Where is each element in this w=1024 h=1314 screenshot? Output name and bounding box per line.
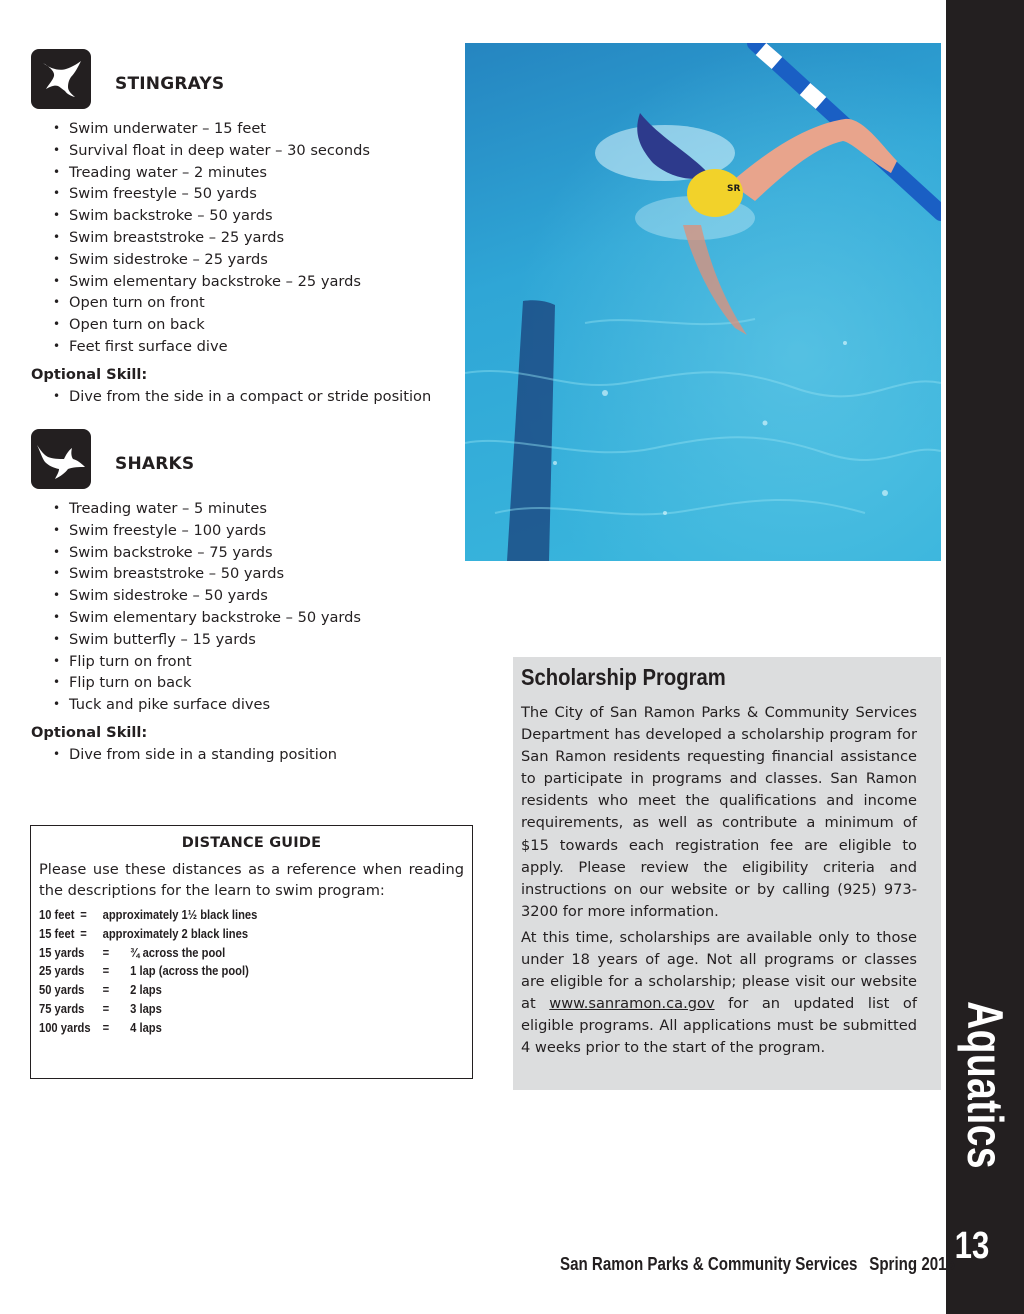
website-link[interactable]: www.sanramon.ca.gov — [549, 995, 715, 1013]
page-number: 13 — [954, 1225, 990, 1267]
scholarship-panel — [513, 657, 941, 1090]
distance-guide-intro: Please use these distances as a reference when reading the descriptions for the learn to swim program: — [39, 861, 464, 899]
publisher-name: San Ramon Parks & Community Services — [560, 1254, 858, 1274]
equals-sign: = — [102, 963, 110, 979]
optional-skill-label: Optional Skill: — [31, 723, 148, 741]
page-footer — [560, 1252, 955, 1276]
distance-value: 75 yards — [39, 1000, 85, 1016]
equals-sign: = — [102, 982, 110, 998]
level-header — [31, 429, 461, 489]
skill-item: • Flip turn on front — [31, 651, 461, 673]
optional-skill-item: • Dive from side in a standing position — [31, 744, 461, 766]
distance-guide-box — [30, 825, 473, 1079]
skill-item: • Swim sidestroke – 25 yards — [31, 249, 461, 271]
shark-icon — [31, 429, 91, 489]
distance-equivalent: approximately 2 black lines — [102, 925, 249, 941]
distance-equivalent: 4 laps — [130, 1019, 162, 1035]
skill-item: • Swim sidestroke – 50 yards — [31, 585, 461, 607]
distance-equivalent: 1 lap (across the pool) — [130, 963, 249, 979]
section-tab-label: Aquatics — [957, 1001, 1013, 1169]
distance-row — [39, 925, 405, 944]
optional-skill-list — [31, 386, 461, 408]
paragraph-text: for an updated list of eligible programs. All applications must be submitted 4 weeks prior to the start of the program. — [521, 995, 917, 1057]
skill-list — [31, 498, 461, 716]
swimmer-photo — [465, 43, 941, 561]
section-tab — [947, 1000, 1023, 1170]
skill-item: • Swim butterfly – 15 yards — [31, 629, 461, 651]
skill-item: • Treading water – 2 minutes — [31, 162, 461, 184]
distance-value: 25 yards — [39, 963, 85, 979]
distance-value: 15 feet — [39, 925, 75, 941]
level-title: STINGRAYS — [115, 74, 225, 94]
equals-sign: = — [102, 1000, 110, 1016]
distance-row — [39, 962, 405, 981]
skill-item: • Swim backstroke – 75 yards — [31, 542, 461, 564]
scholarship-title: Scholarship Program — [521, 664, 726, 690]
optional-skill-item: • Dive from the side in a compact or stride position — [31, 386, 461, 408]
scholarship-paragraph — [521, 927, 917, 1060]
distance-row — [39, 981, 405, 1000]
distance-row — [39, 906, 405, 925]
distance-row — [39, 1019, 405, 1038]
equals-sign: = — [80, 925, 87, 941]
skill-item: • Tuck and pike surface dives — [31, 694, 461, 716]
skill-item: • Open turn on front — [31, 292, 461, 314]
skill-item: • Treading water – 5 minutes — [31, 498, 461, 520]
sharks-section — [31, 429, 461, 766]
level-header — [31, 49, 461, 109]
distance-equivalent: approximately 1½ black lines — [102, 907, 258, 922]
skill-item: • Survival float in deep water – 30 seconds — [31, 140, 461, 162]
optional-skill-list — [31, 744, 461, 766]
distance-value: 100 yards — [39, 1019, 91, 1035]
equals-sign: = — [80, 907, 87, 922]
optional-skill-label: Optional Skill: — [31, 365, 148, 383]
skill-item: • Swim freestyle – 100 yards — [31, 520, 461, 542]
skill-item: • Swim freestyle – 50 yards — [31, 183, 461, 205]
cap-text: SR — [727, 184, 741, 194]
distance-value: 10 feet — [39, 907, 75, 922]
distance-row — [39, 1000, 405, 1019]
level-title: SHARKS — [115, 454, 195, 474]
skill-item: • Swim breaststroke – 50 yards — [31, 563, 461, 585]
skill-item: • Swim elementary backstroke – 50 yards — [31, 607, 461, 629]
season-label: Spring 2016 — [869, 1254, 955, 1274]
distance-row — [39, 944, 405, 963]
scholarship-paragraph: The City of San Ramon Parks & Community Services Department has developed a scholarship program for San Ramon residents requesting financial assistance to participate in programs and classes. San Ramon residents who meet the qualifications and income requirements, as well as contribute a minimum of $15 towards each registration fee are eligible to apply. Please review the eligibility criteria and instructions on our website or by calling (925) 973-3200 for more information. — [521, 704, 917, 920]
skill-item: • Flip turn on back — [31, 672, 461, 694]
skill-item: • Open turn on back — [31, 314, 461, 336]
distance-guide-title: DISTANCE GUIDE — [181, 835, 322, 851]
paragraph-text: At this time, scholarships are available only to those under 18 years of age. Not all programs or classes are eligible for a scholarship; please visit our website at — [521, 928, 917, 1013]
distance-guide-table — [39, 906, 405, 1038]
stingray-icon — [31, 49, 91, 109]
distance-equivalent: 3 laps — [130, 1000, 162, 1016]
skill-list — [31, 118, 461, 358]
skill-item: • Feet first surface dive — [31, 336, 461, 358]
distance-value: 15 yards — [39, 944, 85, 960]
equals-sign: = — [102, 944, 110, 960]
skill-item: • Swim breaststroke – 25 yards — [31, 227, 461, 249]
stingrays-section — [31, 49, 461, 408]
distance-value: 50 yards — [39, 982, 85, 998]
distance-equivalent: 2 laps — [130, 982, 162, 998]
distance-equivalent: ¾ across the pool — [130, 944, 226, 960]
equals-sign: = — [102, 1019, 110, 1035]
skill-item: • Swim underwater – 15 feet — [31, 118, 461, 140]
skill-item: • Swim backstroke – 50 yards — [31, 205, 461, 227]
skill-item: • Swim elementary backstroke – 25 yards — [31, 271, 461, 293]
